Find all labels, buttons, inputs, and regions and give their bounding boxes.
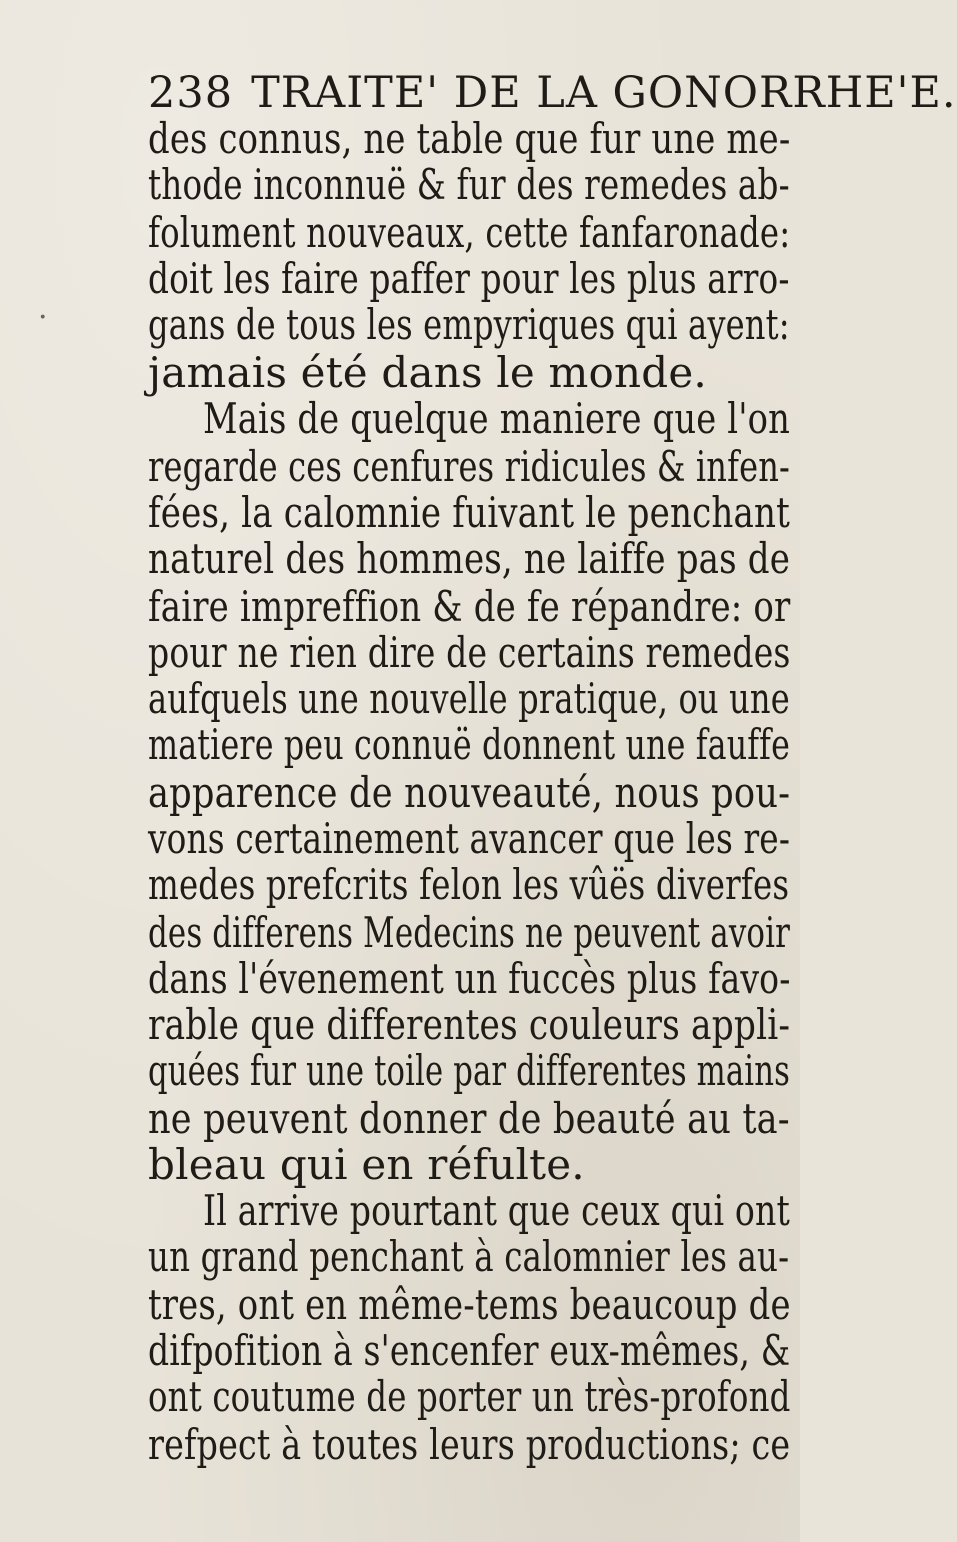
text-line: quées fur une toile par differentes mains <box>148 1046 791 1095</box>
text-line: pour ne rien dire de certains remedes <box>148 628 791 677</box>
text-line: dans l'évenement un fuccès plus favo- <box>148 954 791 1003</box>
text-line: un grand penchant à calomnier les au- <box>148 1232 790 1281</box>
text-line: tres, ont en même-tems beaucoup de <box>148 1280 791 1329</box>
text-line: faire impreffion & de fe répandre: or <box>148 582 791 631</box>
text-line: ont coutume de porter un très-profond <box>148 1372 791 1421</box>
text-line: refpect à toutes leurs productions; ce <box>148 1420 791 1469</box>
text-line: gans de tous les empyriques qui ayent: <box>148 300 790 349</box>
page-number: 238 <box>148 68 234 118</box>
text-line: fées, la calomnie fuivant le penchant <box>148 488 790 537</box>
text-line: regarde ces cenfures ridicules & infen- <box>148 442 791 491</box>
text-line: folument nouveaux, cette fanfaronade: <box>148 208 791 257</box>
text-line: doit les faire paffer pour les plus arro- <box>148 254 790 303</box>
text-line: matiere peu connuë donnent une fauffe <box>148 720 790 769</box>
text-line: ne peuvent donner de beauté au ta- <box>148 1094 790 1143</box>
text-line: des differens Medecins ne peuvent avoir <box>148 908 791 957</box>
text-line: Mais de quelque maniere que l'on <box>203 394 791 443</box>
text-line: rable que differentes couleurs appli- <box>148 1000 791 1049</box>
text-line: difpofition à s'encenfer eux-mêmes, & <box>148 1326 791 1375</box>
text-line: des connus, ne table que fur une me- <box>148 114 791 163</box>
text-line: aufquels une nouvelle pratique, ou une <box>148 674 790 723</box>
text-line: vons certainement avancer que les re- <box>148 814 791 863</box>
text-line: bleau qui en réfulte. <box>148 1140 585 1189</box>
text-line: Il arrive pourtant que ceux qui ont <box>203 1186 790 1235</box>
text-line: apparence de nouveauté, nous pou- <box>148 768 791 817</box>
text-line: medes prefcrits felon les vûës diverfes <box>148 860 790 909</box>
text-line: thode inconnuë & fur des remedes ab- <box>148 160 790 209</box>
running-head <box>148 68 957 118</box>
running-head-title: TRAITE' DE LA GONORRHE'E. <box>251 68 957 118</box>
text-line: jamais été dans le monde. <box>148 348 707 397</box>
text-line: naturel des hommes, ne laiffe pas de <box>148 534 791 583</box>
margin-mark: · <box>38 300 48 335</box>
